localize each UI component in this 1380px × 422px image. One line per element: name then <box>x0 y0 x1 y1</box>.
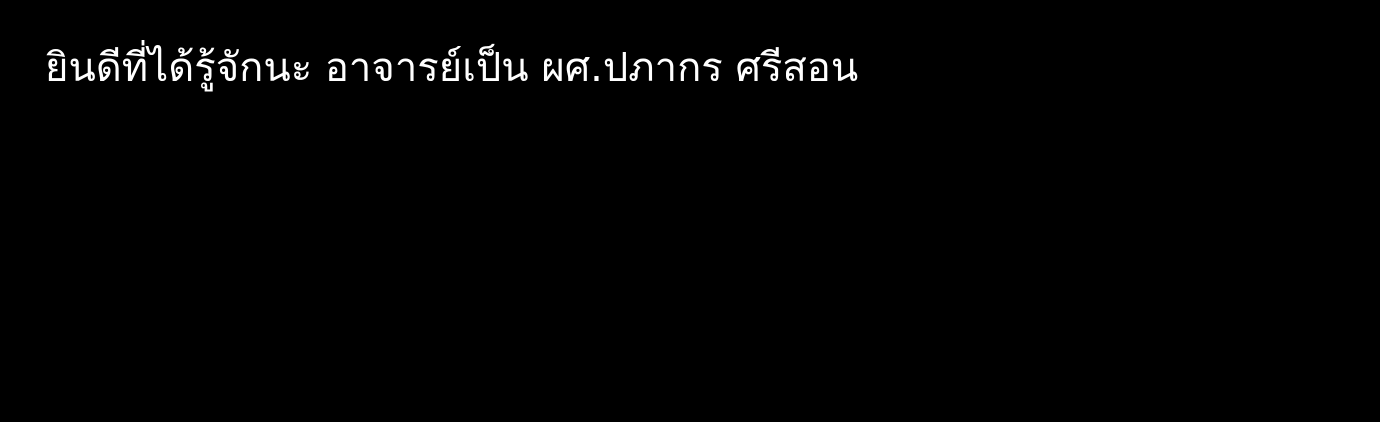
greeting-headline: ยินดีที่ได้รู้จักนะ อาจารย์เป็น ผศ.ปภากร ศรีสอน <box>45 45 859 91</box>
